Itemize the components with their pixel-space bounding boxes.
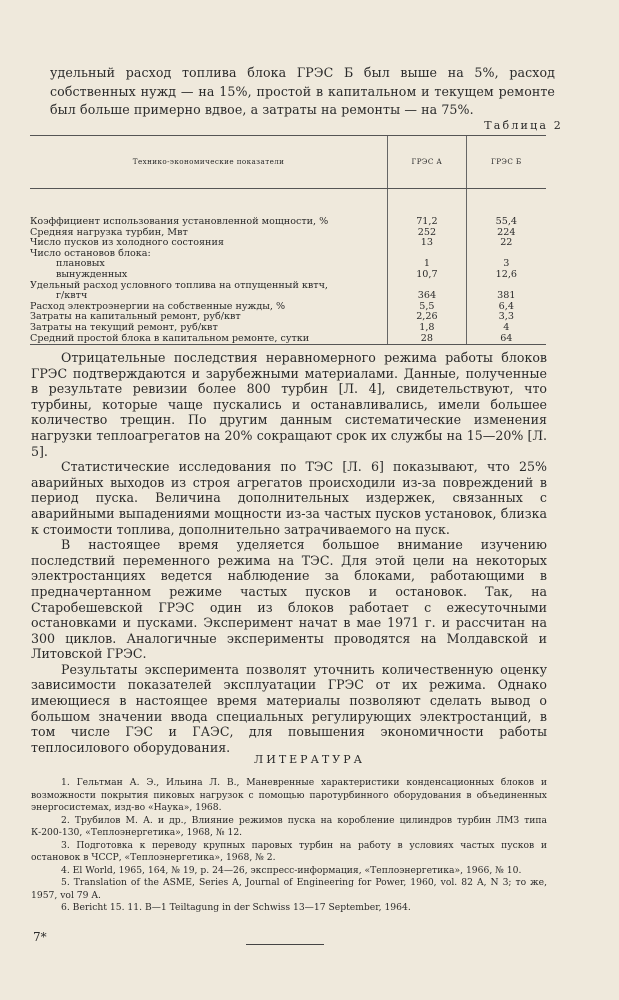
row-label: вынужденных xyxy=(56,268,128,280)
table-row xyxy=(30,270,546,281)
header-grs-a: ГРЭС А xyxy=(388,136,466,189)
cell-grs-a: 252 xyxy=(388,228,466,239)
cell-grs-a: 1,8 xyxy=(388,323,466,334)
row-label: плановых xyxy=(56,258,105,270)
intro-text: удельный расход топлива блока ГРЭС Б был выше на 5%, расход собственных нужд — на 15%, простой в капитальном и текущем ремонте был больше примерно вдвое, а затраты на ремонты — на 75%. xyxy=(50,65,555,117)
literature-title: ЛИТЕРАТУРА xyxy=(254,753,365,766)
reference-item: 5. Translation of the ASME, Series A, Journal of Engineering for Power, 1960, vol. 82 A, N 3; то же, 1957, vol 79 A. xyxy=(31,877,547,901)
row-label: г/квтч xyxy=(56,290,88,302)
table-label: Таблица 2 xyxy=(484,119,563,132)
table-row xyxy=(30,281,546,292)
footer-rule xyxy=(246,944,324,945)
row-label: Средний простой блока в капитальном ремонте, сутки xyxy=(30,334,388,345)
cell-grs-a: 5,5 xyxy=(388,302,466,313)
cell-grs-b: 64 xyxy=(466,334,546,345)
row-label: Число остановов блока: xyxy=(30,247,151,259)
table-header-row xyxy=(30,136,546,189)
reference-item: 6. Bericht 15. 11. B—1 Teiltagung in der Schwiss 13—17 September, 1964. xyxy=(61,902,411,913)
row-label: Средняя нагрузка турбин, Мвт xyxy=(30,226,188,238)
row-label: Расход электроэнергии на собственные нужды, % xyxy=(30,300,286,312)
row-label: Число пусков из холодного состояния xyxy=(30,237,224,249)
body-paragraph: В настоящее время уделяется большое внимание изучению последствий переменного режима на ТЭС. Для этой цели на некоторых электростанциях ведется наблюдение за блоками, работающими в предначертанном режиме частых пусков и остановок. Так, на Старобешевской ГРЭС один из блоков работает с ежесуточными остановками и пусками. Эксперимент начат в мае 1971 г. и рассчитан на 300 циклов. Аналогичные эксперименты проводятся на Молдавской и Литовской ГРЭС. xyxy=(31,537,547,662)
cell-grs-b: 22 xyxy=(466,238,546,249)
technical-economic-table xyxy=(30,135,546,345)
reference-item: 1. Гельтман А. Э., Ильина Л. В., Маневренные характеристики конденсационных блоков и возможности покрытия пиковых нагрузок с помощью паротурбинного оборудования в объединенных энергосистемах, изд-во «Наука», 1968. xyxy=(31,777,547,813)
cell-grs-b: 6,4 xyxy=(466,302,546,313)
reference-item: 3. Подготовка к переводу крупных паровых турбин на работу в условиях частых пусков и остановок в ЧССР, «Теплоэнергетика», 1968, № 2. xyxy=(31,839,547,863)
row-label: Затраты на текущий ремонт, руб/квт xyxy=(30,321,218,333)
intro-paragraph xyxy=(50,64,555,120)
table-spacer-row xyxy=(30,189,546,218)
body-paragraph: Отрицательные последствия неравномерного режима работы блоков ГРЭС подтверждаются и зарубежными материалами. Данные, полученные в результате ревизии более 800 турбин [Л. 4], свидетельствуют, что турбины, которые чаще пускались и останавливались, имели большее количество трещин. По другим данным систематические изменения нагрузки теплоагрегатов на 20% сокращают срок их службы на 15—20% [Л. 5]. xyxy=(31,350,547,459)
body-paragraph: Статистические исследования по ТЭС [Л. 6] показывают, что 25% аварийных выходов из строя агрегатов происходили из-за повреждений в период пуска. Величина дополнительных издержек, связанных с аварийными выпадениями мощности из-за частых пусков установок, близка к стоимости топлива, дополнительно затрачиваемого на пуск. xyxy=(31,459,547,537)
table-row xyxy=(30,323,546,334)
reference-item: 2. Трубилов М. А. и др., Влияние режимов пуска на коробление цилиндров турбин ЛМЗ типа К-200-130, «Теплоэнергетика», 1968, № 12. xyxy=(31,814,547,838)
cell-grs-a: 2,26 xyxy=(388,312,466,323)
cell-grs-b: 3 xyxy=(466,259,546,270)
body-paragraph: Результаты эксперимента позволят уточнить количественную оценку зависимости показателей эксплуатации ГРЭС от их режима. Однако имеющиеся в настоящее время материалы позволяют сделать вывод о большом значении ввода специальных регулирующих электростанций, в том числе ГЭС и ГАЭС, для повышения экономичности работы теплосилового оборудования. xyxy=(31,661,547,755)
cell-grs-b: 3,3 xyxy=(466,312,546,323)
cell-grs-a: 71,2 xyxy=(388,217,466,228)
cell-grs-b: 4 xyxy=(466,323,546,334)
body-text xyxy=(31,350,547,755)
row-label: Затраты на капитальный ремонт, руб/квт xyxy=(30,311,241,323)
cell-grs-a: 1 xyxy=(388,259,466,270)
cell-grs-a: 364 xyxy=(388,291,466,302)
reference-list xyxy=(31,777,547,915)
page-number: 7* xyxy=(33,930,47,944)
cell-grs-a: 13 xyxy=(388,238,466,249)
header-indicators: Технико-экономические показатели xyxy=(30,136,388,189)
cell-grs-a: 10,7 xyxy=(388,270,466,281)
table-row xyxy=(30,334,546,345)
reference-item: 4. El World, 1965, 164, № 19, р. 24—26, экспресс-информация, «Теплоэнергетика», 1966, № 10. xyxy=(61,864,522,876)
header-grs-b: ГРЭС Б xyxy=(466,136,546,189)
cell-grs-b: 224 xyxy=(466,228,546,239)
row-label: Коэффициент использования установленной мощности, % xyxy=(30,216,329,227)
cell-grs-b: 55,4 xyxy=(466,217,546,228)
cell-grs-a: 28 xyxy=(388,334,466,345)
row-label: Удельный расход условного топлива на отпущенный квтч, xyxy=(30,279,328,291)
cell-grs-b: 381 xyxy=(466,291,546,302)
cell-grs-b: 12,6 xyxy=(466,270,546,281)
table-row xyxy=(30,249,546,260)
table-row xyxy=(30,217,546,228)
